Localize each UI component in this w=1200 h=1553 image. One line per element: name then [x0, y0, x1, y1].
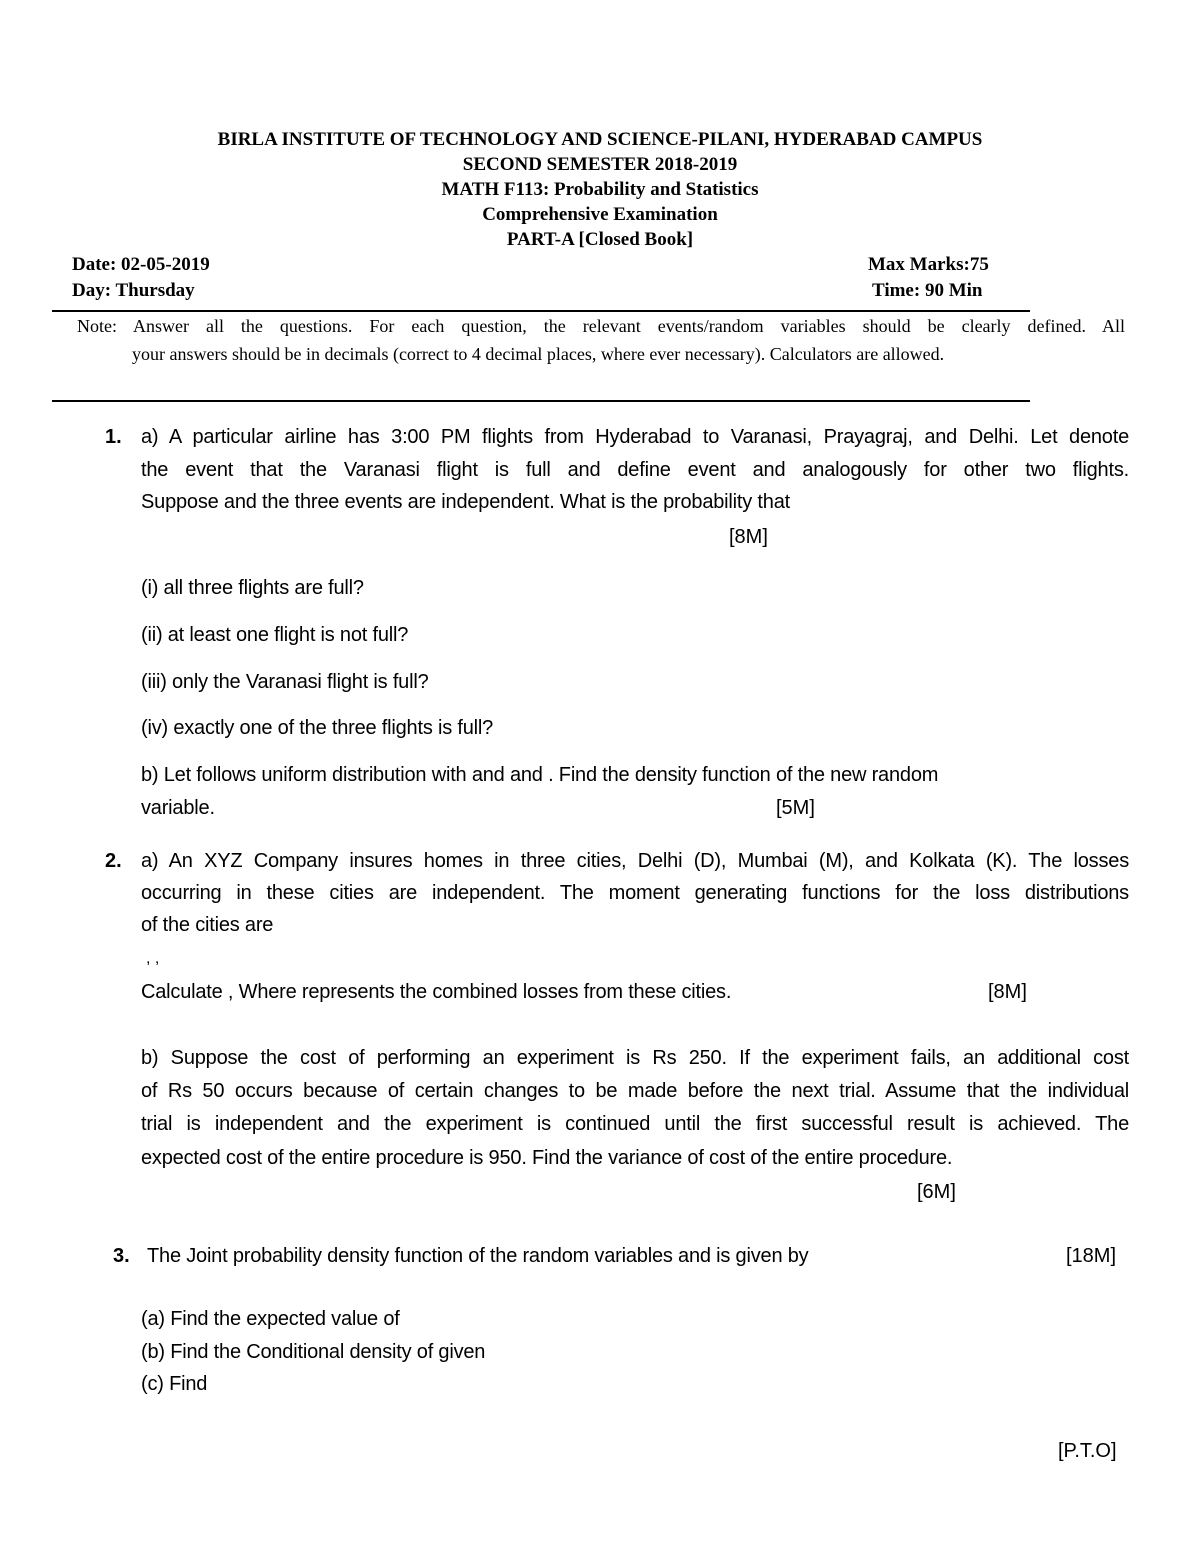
max-marks: Max Marks:75: [868, 254, 989, 275]
question-3-number: 3.: [113, 1245, 130, 1267]
note-divider: [52, 400, 1030, 402]
question-1-number: 1.: [105, 426, 122, 448]
question-3-marks: [18M]: [1066, 1245, 1117, 1267]
question-1a-line-2: the event that the Varanasi flight is full and define event and analogously for other two flights.: [141, 459, 1129, 481]
question-1b-marks: [5M]: [776, 797, 815, 819]
question-1a-line-1: a) A particular airline has 3:00 PM flights from Hyderabad to Varanasi, Prayagraj, and Delhi. Let denote: [141, 426, 1129, 448]
question-2b-marks: [6M]: [917, 1181, 956, 1203]
question-1a-part-i: (i) all three flights are full?: [141, 577, 364, 599]
question-3-line: The Joint probability density function of the random variables and is given by: [147, 1245, 809, 1267]
exam-date: Date: 02-05-2019: [72, 254, 210, 275]
question-1a-marks: [8M]: [729, 526, 768, 548]
question-2b-line-4: expected cost of the entire procedure is 950. Find the variance of cost of the entire procedure.: [141, 1147, 953, 1169]
header-divider: [52, 310, 1030, 312]
question-1a-part-iv: (iv) exactly one of the three flights is full?: [141, 717, 494, 739]
question-3-part-b: (b) Find the Conditional density of given: [141, 1341, 486, 1363]
question-1b-line-1: b) Let follows uniform distribution with and and . Find the density function of the new random: [141, 764, 939, 786]
exam-time: Time: 90 Min: [872, 280, 983, 301]
pto-label: [P.T.O]: [1058, 1440, 1117, 1462]
question-1a-line-3: Suppose and the three events are independent. What is the probability that: [141, 491, 790, 513]
question-2a-mgf-separators: , ,: [146, 950, 160, 967]
institute-title: BIRLA INSTITUTE OF TECHNOLOGY AND SCIENCE-PILANI, HYDERABAD CAMPUS: [217, 129, 983, 150]
question-3-part-a: (a) Find the expected value of: [141, 1308, 400, 1330]
note-line-1: Note: Answer all the questions. For each question, the relevant events/random variables should be clearly defined. All: [77, 316, 1125, 336]
exam-title: Comprehensive Examination: [482, 204, 718, 225]
question-2a-line-2: occurring in these cities are independent. The moment generating functions for the loss distributions: [141, 882, 1129, 904]
exam-day: Day: Thursday: [72, 280, 195, 301]
note-line-2: your answers should be in decimals (correct to 4 decimal places, where ever necessary). Calculators are allowed.: [132, 344, 945, 364]
course-title: MATH F113: Probability and Statistics: [441, 179, 759, 200]
question-2b-line-1: b) Suppose the cost of performing an experiment is Rs 250. If the experiment fails, an additional cost: [141, 1047, 1129, 1069]
question-2a-line-3: of the cities are: [141, 914, 274, 936]
part-title: PART-A [Closed Book]: [506, 229, 694, 250]
question-3-part-c: (c) Find: [141, 1373, 208, 1395]
question-2a-line-4: Calculate , Where represents the combined losses from these cities.: [141, 981, 732, 1003]
question-1a-part-ii: (ii) at least one flight is not full?: [141, 624, 409, 646]
question-2a-marks: [8M]: [988, 981, 1027, 1003]
semester-title: SECOND SEMESTER 2018-2019: [462, 154, 738, 175]
question-1a-part-iii: (iii) only the Varanasi flight is full?: [141, 671, 429, 693]
question-2a-line-1: a) An XYZ Company insures homes in three cities, Delhi (D), Mumbai (M), and Kolkata (K). The losses: [141, 850, 1129, 872]
question-1b-line-2: variable.: [141, 797, 215, 819]
question-2b-line-3: trial is independent and the experiment is continued until the first successful result is achieved. The: [141, 1113, 1129, 1135]
question-2b-line-2: of Rs 50 occurs because of certain changes to be made before the next trial. Assume that the individual: [141, 1080, 1129, 1102]
question-2-number: 2.: [105, 850, 122, 872]
